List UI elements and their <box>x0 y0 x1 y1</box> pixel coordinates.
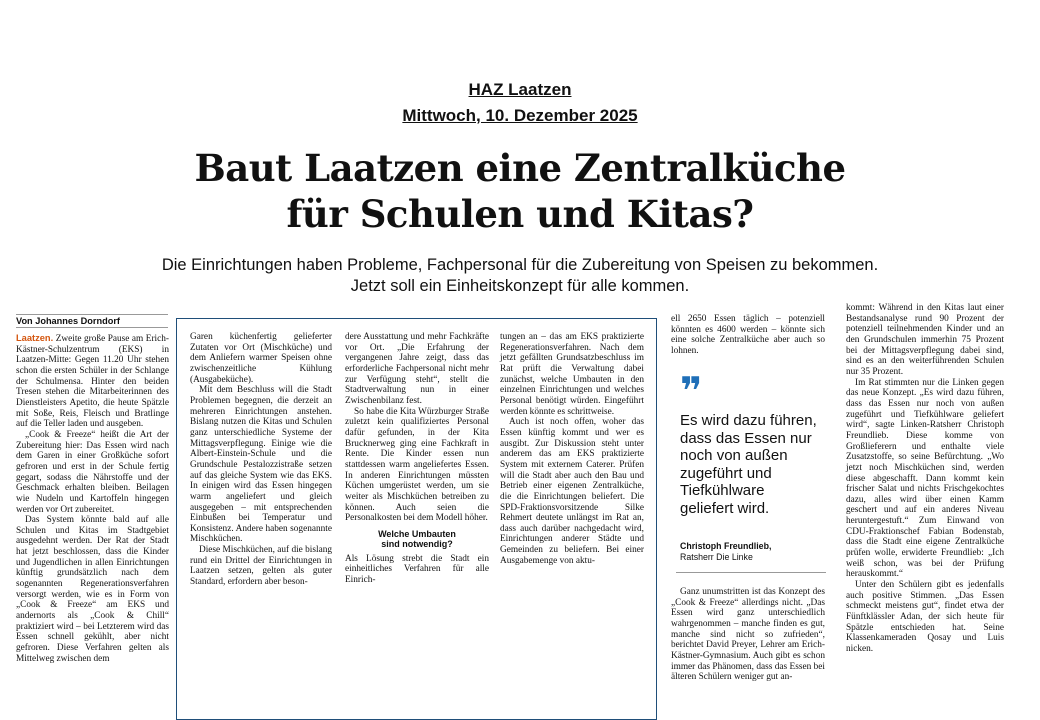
article-column-2 <box>190 332 332 588</box>
paragraph: Als Lösung strebt die Stadt ein einheitliches Verfahren für alle Einrich- <box>345 553 489 586</box>
paragraph: kommt: Während in den Kitas laut einer Bestandsanalyse rund 90 Prozent der potenziell teilnehmenden Kinder und an den Grundschulen immerhin 75 Prozent bei der Mittagsverpflegung dabei sind, sind es an den weiterführenden Schulen nur 35 Prozent. <box>846 303 1004 377</box>
article-column-1 <box>16 333 169 664</box>
paragraph: Das System könnte bald auf alle Schulen und Kitas im Stadtgebiet ausgedehnt werden. Der Rat der Stadt hat jetzt beschlossen, dass die Kinder und Jugendlichen in allen Einrichtungen künftig grundsätzlich nach dem sogenannten Regenerationsverfahren versorgt werden, wie es in Form von „Cook & Freeze“ am EKS und andernorts als „Cook & Chill“ praktiziert wird – bei Letzterem wird das Essen schnell gekühlt, aber nicht gefroren. Diese Verfahren gelten als Mittelweg zwischen dem <box>16 515 169 664</box>
paragraph <box>16 333 169 430</box>
subhead-line-2: sind notwendig? <box>381 539 453 550</box>
paragraph: Auch ist noch offen, woher das Essen künftig kommt und wer es ausgibt. Zur Diskussion steht unter anderem das am EKS praktizierte System mit externem Caterer. Prüfen will die Stadt aber auch den Bau und Betrieb einer eigenen Zentralküche, die die Einrichtungen beliefert. Die SPD-Fraktionsvorsitzende Silke Rehmert deutete unlängst im Rat an, dass auch darüber nachgedacht wird, Einrichtungen anderer Städte und Gemeinden zu beliefern. Bei einer Ausgabemenge von aktu- <box>500 417 644 566</box>
paragraph: dere Ausstattung und mehr Fachkräfte vor Ort. „Die Erfahrung der vergangenen Jahre zeigt, dass das erforderliche Fachpersonal nicht mehr zur Verfügung steht“, stellt die Stadtverwaltung nun in einer Zwischenbilanz fest. <box>345 332 489 406</box>
pull-quote-divider <box>676 572 826 573</box>
article-column-5-top <box>671 314 825 357</box>
newspaper-date: Mittwoch, 10. Dezember 2025 <box>402 106 638 125</box>
paragraph: Im Rat stimmten nur die Linken gegen das neue Konzept. „Es wird dazu führen, dass das Essen nur noch von außen zugeführt und Tiefkühlware geliefert wird“, sagte Linken-Ratsherr Christoph Freundlieb. Diese komme von Großlieferern und enthalte viele Zusatzstoffe, so seine Befürchtung. „Wo jetzt noch Mischküchen sind, werden diese abgeschafft. Dann kommt kein frischer Salat und nichts Frischgekochtes dazu, alles wird über einen Kamm geschert und auf ein anderes Niveau heruntergestuft.“ Zum Einwand von CDU-Fraktionschef Fabian Bodenstab, dass die Stadt eine eigene Zentralküche prüfen wolle, erwiderte Freundlieb: „Ich weiß schon, was bei der Prüfung herauskommt.“ <box>846 377 1004 580</box>
paragraph-text: Zweite große Pause am Erich-Kästner-Schulzentrum (EKS) in Laatzen-Mitte: Gegen 11.20 Uhr stehen schon die ersten Schüler in der Schlange der Schulmensa. Hinter den beiden Tresen stehen die Mitarbeiterinnen des Dienstleisters Apetito, die heute Spätzle mit Soße, Reis, Fleisch und Bratlinge auf die Teller laden und ausgeben. <box>16 334 169 430</box>
subheadline <box>0 255 1040 297</box>
author-byline: Von Johannes Dorndorf <box>16 314 168 328</box>
article-column-4 <box>500 332 644 566</box>
pull-quote-author: Christoph Freundlieb, <box>680 541 772 551</box>
paragraph: Ganz unumstritten ist das Konzept des „Cook & Freeze“ allerdings nicht. „Das Essen wird ganz unterschiedlich wahrgenommen – manche finden es gut, manche sind nicht so zufrieden“, berichtet David Preyer, Lehrer am Erich-Kästner-Gymnasium. Auch gibt es schon immer das Phänomen, dass das Essen bei älteren Schülern weniger gut an- <box>671 587 825 683</box>
headline-line-2: für Schulen und Kitas? <box>286 192 754 236</box>
headline-line-1: Baut Laatzen eine Zentralküche <box>194 146 846 190</box>
newspaper-source: HAZ Laatzen <box>468 80 572 99</box>
pull-quote-text: Es wird dazu führen, dass das Essen nur noch von außen zugeführt und Tiefkühlware geliefert wird. <box>680 412 817 517</box>
article-column-6 <box>846 303 1004 655</box>
paragraph: So habe die Kita Würzburger Straße zuletzt kein qualifiziertes Personal dafür gefunden, in der Kita Brucknerweg ging eine Fachkraft in Rente. Die Kinder essen nun stattdessen warm angeliefertes Essen. In anderen Einrichtungen müssten Küchen umgerüstet werden, um sie weiter als Mischküchen betreiben zu können. Auch seien die Personalkosten bei dem Modell höher. <box>345 406 489 524</box>
paragraph: tungen an – das am EKS praktizierte Regenerationsverfahren. Nach dem jetzt gefällten Grundsatzbeschluss im Rat prüft die Verwaltung dabei zunächst, welche Umbauten in den einzelnen Einrichtungen und welches Personal benötigt würden. Eingeführt werden könnte es schrittweise. <box>500 332 644 417</box>
paragraph: Garen küchenfertig gelieferter Zutaten vor Ort (Mischküche) und dem Anliefern warmer Speisen ohne zwischenzeitliche Kühlung (Ausgabeküche). <box>190 332 332 385</box>
headline <box>0 145 1040 237</box>
article-column-3 <box>345 332 489 586</box>
subheadline-line-1: Die Einrichtungen haben Probleme, Fachpersonal für die Zubereitung von Speisen zu bekommen. <box>161 256 879 274</box>
section-subhead <box>345 529 489 550</box>
quote-mark-icon: ❞ <box>680 369 703 413</box>
paragraph: Diese Mischküchen, auf die bislang rund ein Drittel der Einrichtungen in Laatzen setzen, gelten als guter Standard, erfordern aber beson- <box>190 545 332 588</box>
dateline: Laatzen. <box>16 333 54 343</box>
article-column-5-bottom <box>671 587 825 683</box>
subhead-line-1: Welche Umbauten <box>378 528 456 539</box>
paragraph: „Cook & Freeze“ heißt die Art der Zubereitung hier: Das Essen wird nach dem Garen in einer Großküche sofort gefroren und erst in der Schule fertig gegart, sodass die Nährstoffe und der Geschmack erhalten bleiben. Beilagen wie Nudeln und Kartoffeln hingegen werden vor Ort zubereitet. <box>16 429 169 515</box>
paragraph: Mit dem Beschluss will die Stadt Problemen begegnen, die derzeit an mehreren Einrichtungen anstehen. Bislang nutzen die Kitas und Schulen ganz unterschiedliche Systeme der Mittagsverpflegung. Einige wie die Albert-Einstein-Schule und die Grundschule Pestalozzistraße setzen auf das gleiche System wie das EKS. In einigen wird das Essen hingegen warm angeliefert und gleich ausgegeben – mit entsprechenden Einbußen bei Temperatur und Konsistenz. Andere haben sogenannte Mischküchen. <box>190 385 332 545</box>
pull-quote-role: Ratsherr Die Linke <box>680 552 753 562</box>
paragraph: ell 2650 Essen täglich – potenziell könnten es 4600 werden – könnte sich eine solche Zentralküche aber auch so lohnen. <box>671 314 825 356</box>
subheadline-line-2: Jetzt soll ein Einheitskonzept für alle kommen. <box>350 277 690 295</box>
paragraph: Unter den Schülern gibt es jedenfalls auch positive Stimmen. „Das Essen schmeckt meistens gut“, findet etwa der Fünftklässler Adan, der sich heute für Spätzle entschieden hat. Seine Klassenkameraden Qosay und Luis nicken. <box>846 580 1004 654</box>
